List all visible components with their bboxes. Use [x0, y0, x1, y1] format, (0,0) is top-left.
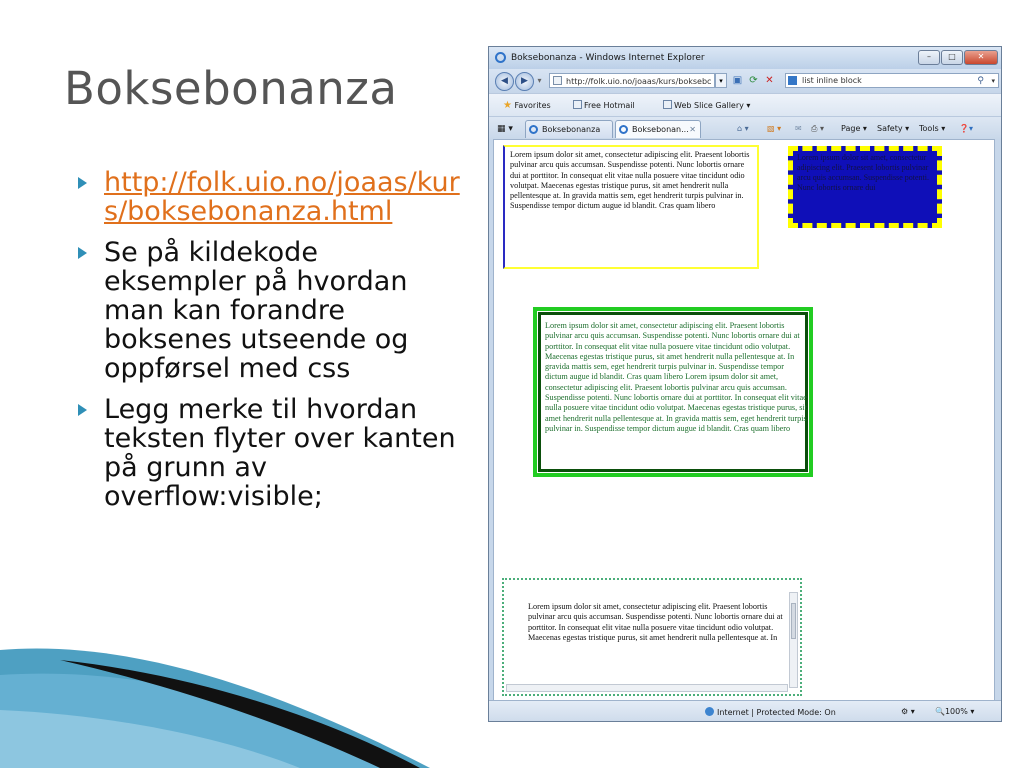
link-icon [573, 100, 582, 109]
refresh-icon[interactable]: ⟳ [749, 75, 758, 86]
page-menu[interactable]: Page ▾ [841, 124, 867, 133]
search-input[interactable] [785, 73, 999, 88]
search-dropdown-icon[interactable]: ▾ [991, 77, 995, 85]
favorites-button[interactable] [503, 100, 551, 111]
close-window-button[interactable]: ✕ [964, 50, 998, 65]
bullet-arrow-icon [78, 404, 87, 416]
home-icon[interactable]: ⌂ ▾ [737, 124, 749, 133]
box3-text: Lorem ipsum dolor sit amet, consectetur adipiscing elit. Praesent lobortis pulvinar arcu quis accumsan. Suspendisse potenti. Nunc lobortis ornare dui at porttitor. In consequat elit vitae nulla posuere vitae tincidunt odio volutpat. Maecenas egestas tristique purus, sit amet hendrerit nulla pellentesque at. In gravida mattis sem, eget hendrerit turpis pulvinar in. Suspendisse tempor dictum augue id blandit. Cras quam libero Lorem ipsum dolor sit amet, consectetur adipiscing elit. Praesent lobortis pulvinar arcu quis accumsan. Suspendisse potenti. Nunc lobortis ornare dui at porttitor. In consequat elit vitae nulla posuere vitae tincidunt odio volutpat. Maecenas egestas tristique purus, sit amet hendrerit nulla pellentesque at. In gravida mattis sem, eget hendrerit turpis pulvinar in. Suspendisse tempor dictum augue id blandit. Cras quam libero [545, 321, 807, 433]
window-titlebar [489, 47, 1001, 69]
maximize-button[interactable]: □ [941, 50, 963, 65]
ie-logo-icon [495, 52, 506, 63]
zoom-control[interactable]: 🔍100% ▾ [935, 707, 975, 716]
bullet-item-overflow [76, 395, 468, 511]
mail-icon[interactable]: ✉ [795, 124, 802, 133]
address-input[interactable] [549, 73, 715, 88]
back-icon[interactable]: ◀ [495, 72, 514, 91]
minimize-button[interactable]: – [918, 50, 940, 65]
help-icon[interactable]: ❓▾ [959, 124, 973, 133]
compat-view-icon[interactable]: ▣ [732, 75, 743, 86]
feeds-icon[interactable]: ▧ ▾ [767, 124, 782, 133]
box2-text: Lorem ipsum dolor sit amet, consectetur adipiscing elit. Praesent lobortis pulvinar arcu quis accumsan. Suspendisse potenti. Nunc lobortis ornare dui [797, 153, 929, 192]
search-provider-icon [788, 76, 797, 85]
star-icon: ★ [503, 100, 512, 111]
ie-logo-icon [529, 125, 538, 134]
tab-label: Boksebonanza [542, 125, 601, 134]
tab-boksebonanza-1[interactable] [525, 120, 613, 138]
search-text: list inline block [802, 76, 862, 85]
box4-vertical-scrollbar[interactable] [789, 592, 798, 688]
bullet-arrow-icon [78, 247, 87, 259]
search-icon[interactable]: ⚲ [977, 76, 984, 86]
zoom-level: 100% [944, 707, 968, 716]
slide-title: Boksebonanza [64, 62, 398, 115]
stop-icon[interactable]: ✕ [765, 75, 774, 86]
fav-web-slice-gallery[interactable] [663, 100, 750, 110]
link-icon [663, 100, 672, 109]
box4-horizontal-scrollbar[interactable] [506, 684, 788, 692]
page-viewport[interactable] [493, 139, 995, 703]
globe-icon [705, 707, 714, 716]
window-title: Boksebonanza - Windows Internet Explorer [511, 53, 705, 63]
nav-dropdown-icon[interactable]: ▾ [537, 76, 542, 85]
boksebonanza-link[interactable]: http://folk.uio.no/joaas/kurs/boksebonanza.html [104, 167, 460, 227]
favorites-bar [489, 93, 1001, 116]
bullet-arrow-icon [78, 177, 87, 189]
scrollbar-thumb[interactable] [791, 603, 796, 639]
quick-tabs-icon[interactable]: ▦ ▾ [497, 124, 513, 134]
fav-label: Free Hotmail [584, 101, 635, 110]
status-zone-text: Internet | Protected Mode: On [717, 708, 836, 717]
address-url: http://folk.uio.no/joaas/kurs/boksebc [566, 77, 712, 86]
tools-menu[interactable]: Tools ▾ [919, 124, 946, 133]
status-security-icon[interactable]: ⚙ ▾ [901, 707, 915, 716]
box3-overflowing-text [545, 321, 807, 434]
box-blue-dashed [788, 146, 942, 228]
fav-label: Web Slice Gallery ▾ [674, 101, 751, 110]
bullet-text: Se på kildekode eksempler på hvordan man kan forandre boksenes utseende og oppførsel med css [104, 237, 409, 384]
bullet-item-source [76, 238, 468, 383]
bullet-item-link [76, 168, 468, 226]
fav-free-hotmail[interactable] [573, 100, 635, 110]
page-favicon-icon [553, 76, 562, 85]
tab-bar [489, 116, 1001, 139]
print-icon[interactable]: ⎙ ▾ [811, 124, 824, 133]
box4-text: Lorem ipsum dolor sit amet, consectetur adipiscing elit. Praesent lobortis pulvinar arcu quis accumsan. Suspendisse potenti. Nunc lobortis ornare dui at porttitor. In consequat elit vitae nulla posuere vitae tincidunt odio volutpat. Maecenas egestas tristique purus, sit amet hendrerit nulla pellentesque at. In [528, 602, 783, 642]
tab-boksebonanza-2[interactable] [615, 120, 701, 138]
address-dropdown-button[interactable]: ▾ [715, 73, 727, 88]
favorites-label: Favorites [514, 101, 551, 110]
address-bar [489, 69, 1001, 93]
forward-icon[interactable]: ▶ [515, 72, 534, 91]
box-dotted-scroll[interactable] [502, 578, 802, 696]
window-controls [918, 50, 998, 65]
close-tab-icon[interactable]: ✕ [689, 125, 696, 134]
status-zone[interactable] [705, 707, 836, 717]
tab-label: Boksebonan... [632, 125, 689, 134]
bullet-text: Legg merke til hvordan teksten flyter over kanten på grunn av overflow:visible; [104, 394, 456, 512]
ie-logo-icon [619, 125, 628, 134]
box-yellow-blue-border [503, 145, 759, 269]
bullet-list [76, 168, 468, 523]
safety-menu[interactable]: Safety ▾ [877, 124, 910, 133]
status-bar [489, 700, 1001, 721]
box1-text: Lorem ipsum dolor sit amet, consectetur adipiscing elit. Praesent lobortis pulvinar arcu quis accumsan. Suspendisse potenti. Nunc lobortis ornare dui at porttitor. In consequat elit vitae nulla posuere vitae tincidunt odio volutpat. Maecenas egestas tristique purus, sit amet hendrerit nulla pellentesque at. In gravida mattis sem, eget hendrerit turpis pulvinar in. Suspendisse tempor dictum augue id blandit. Cras quam libero [510, 150, 750, 211]
ie-browser-window [488, 46, 1002, 722]
